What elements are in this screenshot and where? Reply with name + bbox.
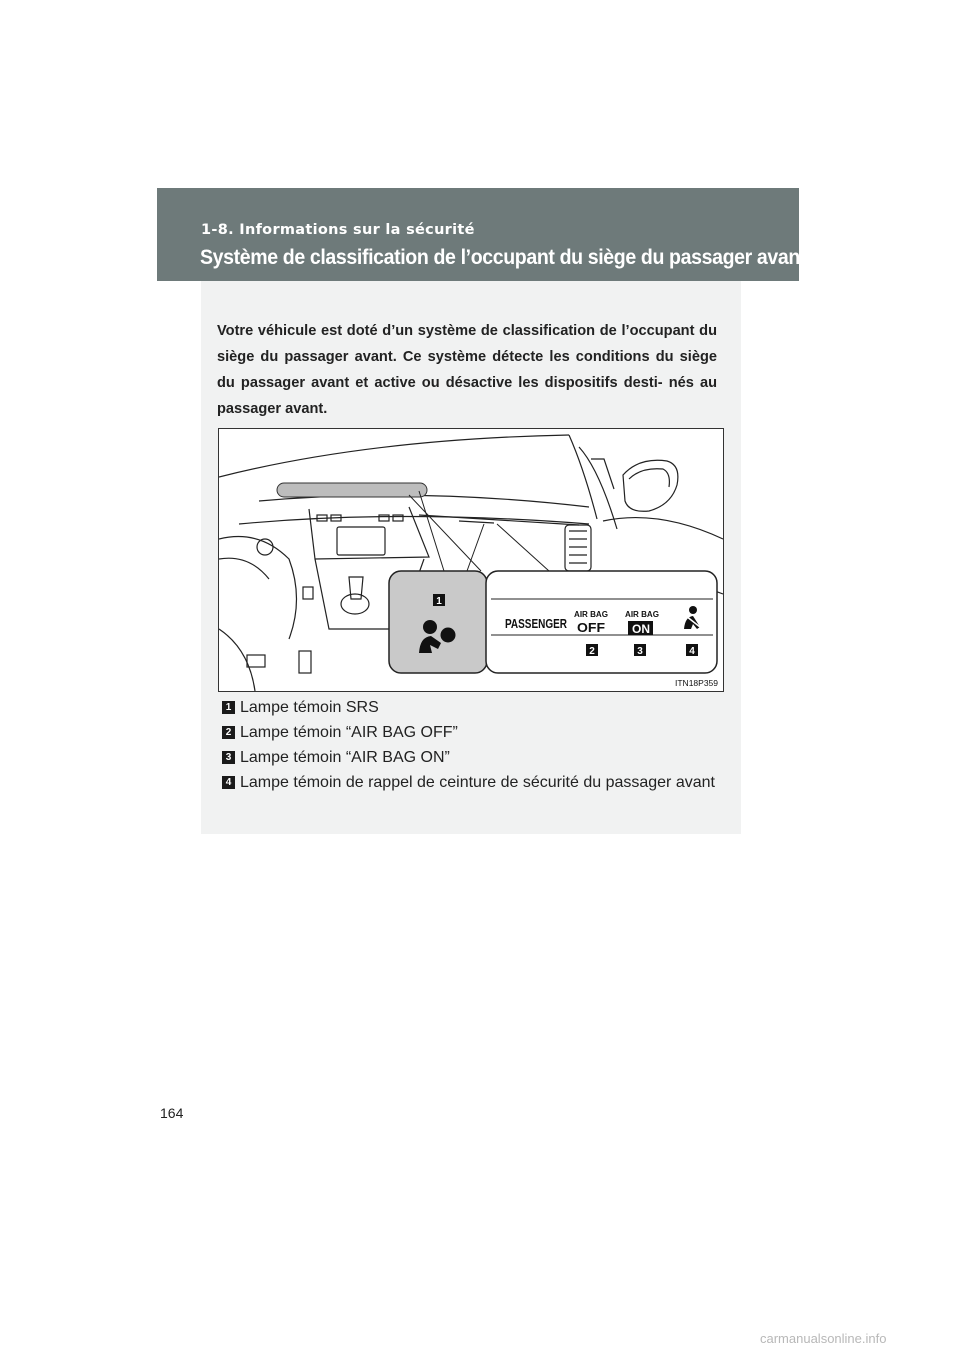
callout-4: 4 bbox=[689, 646, 695, 657]
callout-1: 1 bbox=[436, 596, 442, 607]
airbag-off-label: AIR BAG bbox=[574, 610, 608, 619]
legend-item bbox=[222, 720, 718, 745]
intro-line-3: siège du passager avant et active ou désactive les dispositifs desti- bbox=[217, 349, 717, 391]
on-text: ON bbox=[632, 622, 650, 636]
intro-line-1: Votre véhicule est doté d’un système de classification de l’occupant bbox=[217, 323, 695, 339]
figure-code: ITN18P359 bbox=[675, 678, 718, 688]
legend-number-badge: 2 bbox=[222, 726, 235, 739]
airbag-on-label: AIR BAG bbox=[625, 610, 659, 619]
dashboard-illustration bbox=[218, 428, 724, 692]
off-text: OFF bbox=[577, 620, 606, 635]
legend-text: Lampe témoin “AIR BAG ON” bbox=[240, 749, 450, 766]
page-number: 164 bbox=[160, 1105, 184, 1121]
passenger-text: PASSENGER bbox=[505, 616, 568, 631]
legend-number-badge: 1 bbox=[222, 701, 235, 714]
intro-line-4: nés au passager avant. bbox=[217, 375, 718, 417]
callout-2: 2 bbox=[589, 646, 595, 657]
callout-3: 3 bbox=[637, 646, 643, 657]
legend-list bbox=[222, 695, 718, 795]
legend-item bbox=[222, 745, 718, 770]
intro-line-2: du siège du passager avant. Ce système détecte les conditions du bbox=[217, 323, 718, 365]
legend-text: Lampe témoin SRS bbox=[240, 699, 379, 716]
watermark: carmanualsonline.info bbox=[760, 1331, 887, 1346]
dashboard-drawing bbox=[219, 429, 723, 691]
legend-item bbox=[222, 695, 718, 720]
legend-number-badge: 4 bbox=[222, 776, 235, 789]
section-label: 1-8. Informations sur la sécurité bbox=[201, 222, 475, 238]
legend-text: Lampe témoin “AIR BAG OFF” bbox=[240, 724, 458, 741]
legend-item bbox=[222, 770, 718, 795]
page-title: Système de classification de l’occupant du siège du passager avant bbox=[200, 246, 807, 269]
legend-number-badge: 3 bbox=[222, 751, 235, 764]
legend-text: Lampe témoin de rappel de ceinture de sécurité du passager avant bbox=[240, 774, 715, 791]
intro-paragraph bbox=[217, 318, 717, 422]
